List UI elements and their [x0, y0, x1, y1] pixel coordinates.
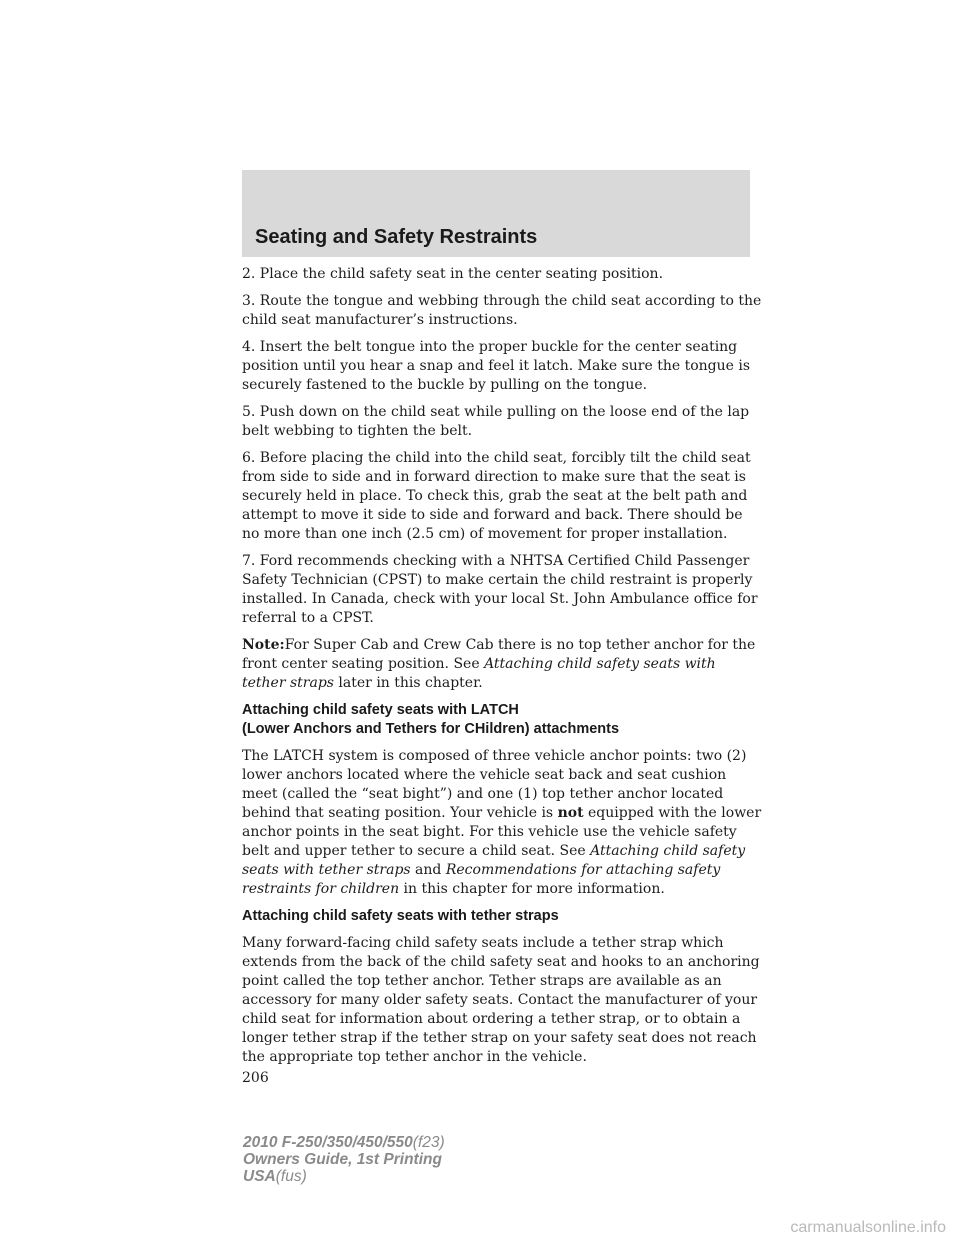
footer-line-3	[243, 1168, 445, 1185]
latch-text-1: The LATCH system is composed of three vehicle anchor points: two (2) lower anchors located where the vehicle seat back and seat cushion meet (called the “seat bight”) and one (1) top tether anchor located behind that seating position. Your vehicle is	[242, 748, 747, 821]
note-after: later in this chapter.	[333, 675, 483, 691]
footer-line-1	[243, 1134, 445, 1151]
latch-heading-line2: (Lower Anchors and Tethers for CHildren) attachments	[242, 721, 620, 737]
footer-model: 2010 F-250/350/450/550	[243, 1134, 413, 1151]
note-label: Note:	[242, 637, 285, 653]
step-7: 7. Ford recommends checking with a NHTSA Certified Child Passenger Safety Technician (CPST) to make certain the child restraint is properly installed. In Canada, check with your local St. John Ambulance office for referral to a CPST.	[242, 553, 758, 626]
latch-text-2: equipped with the lower anchor points in the seat bight. For this vehicle use the vehicle safety belt and upper tether to secure a child seat. See	[242, 805, 762, 859]
footer-model-code: (f23)	[412, 1134, 445, 1151]
note-reference: Attaching child safety seats with tether straps	[242, 656, 716, 691]
step-5: 5. Push down on the child seat while pulling on the loose end of the lap belt webbing to tighten the belt.	[242, 404, 750, 439]
page-number: 206	[242, 1070, 269, 1086]
latch-not: not	[557, 805, 584, 821]
tether-paragraph: Many forward-facing child safety seats include a tether strap which extends from the back of the child safety seat and hooks to an anchoring point called the top tether anchor. Tether straps are available as an accessory for many older safety seats. Contact the manufacturer of your child seat for information about ordering a tether strap, or to obtain a longer tether strap if the tether strap on your safety seat does not reach the appropriate top tether anchor in the vehicle.	[242, 935, 760, 1065]
print-footer	[243, 1134, 445, 1185]
footer-market: USA	[243, 1168, 276, 1185]
note-text: For Super Cab and Crew Cab there is no top tether anchor for the front center seating position. See	[242, 637, 756, 672]
step-4: 4. Insert the belt tongue into the proper buckle for the center seating position until you hear a snap and feel it latch. Make sure the tongue is securely fastened to the buckle by pulling on the tongue.	[242, 339, 751, 393]
step-3: 3. Route the tongue and webbing through the child seat according to the child seat manufacturer’s instructions.	[242, 293, 762, 328]
latch-paragraph	[242, 747, 762, 899]
watermark-text: carmanualsonline.info	[790, 1219, 946, 1236]
latch-and: and	[410, 862, 446, 878]
body-text	[242, 265, 762, 1088]
tether-heading: Attaching child safety seats with tether straps	[242, 908, 559, 924]
latch-text-3: in this chapter for more information.	[399, 881, 665, 897]
note-paragraph	[242, 636, 762, 693]
footer-line-2: Owners Guide, 1st Printing	[243, 1151, 442, 1168]
footer-market-code: (fus)	[275, 1168, 307, 1185]
latch-heading	[242, 701, 762, 739]
step-6: 6. Before placing the child into the child seat, forcibly tilt the child seat from side to side and in forward direction to make sure that the seat is securely held in place. To check this, grab the seat at the belt path and attempt to move it side to side and forward and back. There should be no more than one inch (2.5 cm) of movement for proper installation.	[242, 450, 751, 542]
section-title: Seating and Safety Restraints	[255, 226, 538, 248]
latch-reference-1: Attaching child safety seats with tether straps	[242, 843, 746, 878]
step-2: 2. Place the child safety seat in the center seating position.	[242, 266, 664, 282]
latch-heading-line1: Attaching child safety seats with LATCH	[242, 702, 519, 718]
latch-reference-2: Recommendations for attaching safety restraints for children	[242, 862, 721, 897]
